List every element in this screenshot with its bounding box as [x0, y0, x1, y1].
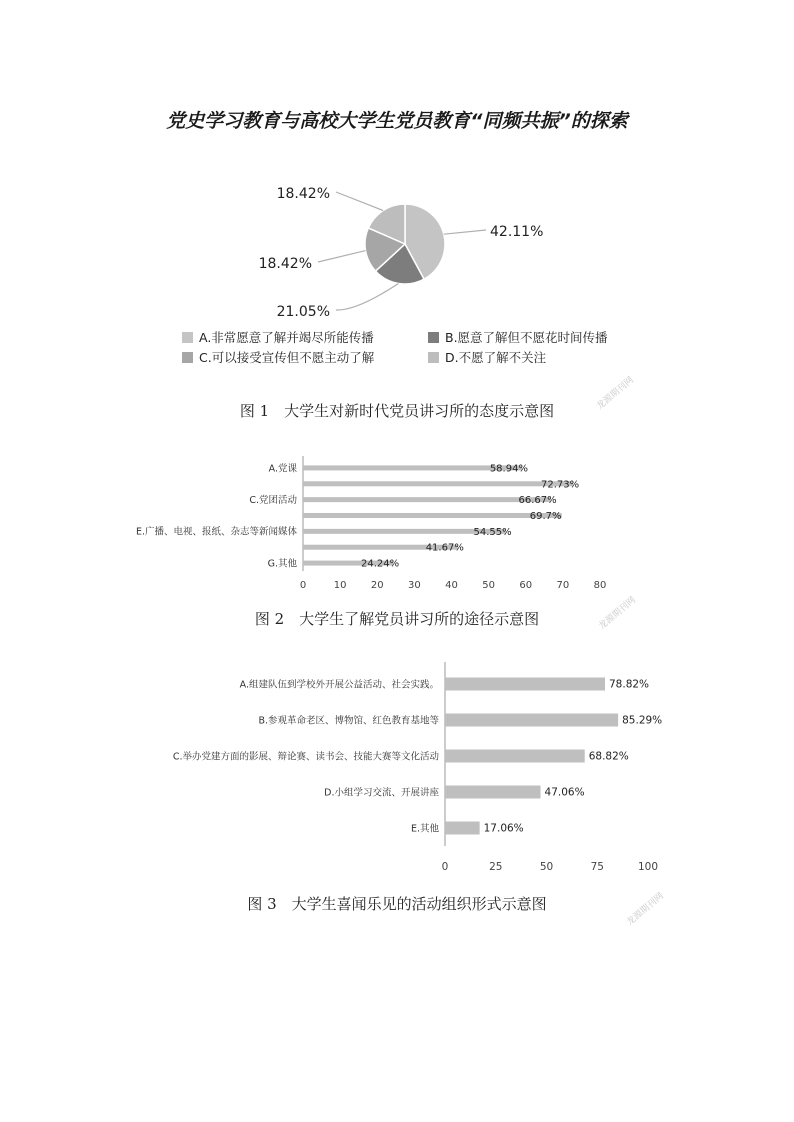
category-label: B.参观革命老区、博物馆、红色教育基地等 — [258, 715, 439, 727]
pie-leader-line — [336, 283, 398, 310]
bar-value-label: 78.82% — [609, 678, 650, 691]
watermark: 龙源期刊网 — [595, 375, 636, 412]
x-tick-label: 0 — [441, 861, 449, 873]
bar-value-label: 68.82% — [588, 750, 629, 763]
legend-swatch — [428, 332, 439, 343]
pie-leader-line — [318, 251, 366, 262]
pie-data-label: 42.11% — [490, 224, 544, 240]
x-tick-label: 70 — [556, 580, 570, 591]
category-label: C.举办党建方面的影展、辩论赛、读书会、技能大赛等文化活动 — [172, 751, 439, 763]
bar — [303, 513, 562, 518]
pie-data-label: 21.05% — [276, 304, 330, 320]
bar — [445, 714, 618, 727]
bar-value-label: 54.55% — [473, 526, 512, 538]
category-label: E.其他 — [410, 823, 439, 835]
category-label: E.广播、电视、报纸、杂志等新闻媒体 — [135, 526, 297, 538]
legend-entry: A.非常愿意了解并竭尽所能传播 — [199, 330, 374, 345]
bar-chart-figure-2 — [0, 450, 794, 600]
watermark: 龙源期刊网 — [597, 595, 638, 632]
bar-value-label: 69.7% — [529, 511, 562, 522]
x-tick-label: 30 — [408, 580, 421, 591]
x-tick-label: 40 — [445, 580, 458, 591]
bar-value-label: 17.06% — [483, 822, 524, 835]
x-tick-label: 75 — [590, 861, 604, 873]
bar-value-label: 72.73% — [541, 479, 580, 491]
figure-1-caption: 图 1 大学生对新时代党员讲习所的态度示意图 — [239, 402, 555, 420]
bar — [303, 497, 551, 502]
x-tick-label: 80 — [593, 580, 607, 591]
bar-value-label: 85.29% — [622, 714, 663, 727]
category-label: C.党团活动 — [249, 494, 297, 506]
bar — [445, 750, 585, 763]
legend-entry: B.愿意了解但不愿花时间传播 — [445, 330, 608, 345]
figure-2-caption: 图 2 大学生了解党员讲习所的途径示意图 — [254, 610, 540, 628]
bar-value-label: 47.06% — [544, 786, 585, 799]
category-label: D.小组学习交流、开展讲座 — [324, 787, 439, 799]
bar-chart-figure-3 — [0, 660, 794, 880]
x-tick-label: 20 — [370, 580, 384, 591]
x-tick-label: 60 — [519, 580, 533, 591]
page-title: 党史学习教育与高校大学生党员教育“同频共振”的探索 — [166, 110, 628, 132]
pie-leader-line — [444, 230, 486, 234]
figure-3-caption: 图 3 大学生喜闻乐见的活动组织形式示意图 — [247, 895, 547, 913]
x-tick-label: 25 — [489, 861, 503, 873]
bar-value-label: 41.67% — [425, 542, 464, 554]
bar-value-label: 58.94% — [489, 463, 528, 475]
bar — [445, 786, 541, 799]
bar-value-label: 66.67% — [518, 495, 557, 507]
category-label: A.党课 — [268, 463, 297, 475]
bar-value-label: 24.24% — [360, 558, 400, 570]
x-tick-label: 50 — [482, 580, 495, 591]
watermark: 龙源期刊网 — [625, 891, 666, 928]
bar — [445, 822, 480, 835]
legend-entry: C.可以接受宣传但不愿主动了解 — [199, 350, 375, 365]
legend-entry: D.不愿了解不关注 — [445, 350, 547, 365]
pie-data-label: 18.42% — [258, 256, 312, 272]
x-tick-label: 0 — [299, 580, 307, 591]
pie-leader-line — [336, 192, 383, 211]
x-tick-label: 50 — [539, 861, 554, 873]
category-label: A.组建队伍到学校外开展公益活动、社会实践。 — [239, 679, 439, 691]
category-label: G.其他 — [267, 558, 297, 570]
bar — [303, 481, 573, 486]
bar — [445, 678, 605, 691]
x-tick-label: 100 — [637, 861, 659, 873]
legend-swatch — [428, 352, 439, 363]
legend-swatch — [182, 352, 193, 363]
legend-swatch — [182, 332, 193, 343]
pie-chart-figure-1 — [0, 170, 794, 385]
pie-data-label: 18.42% — [276, 186, 330, 202]
x-tick-label: 10 — [333, 580, 347, 591]
